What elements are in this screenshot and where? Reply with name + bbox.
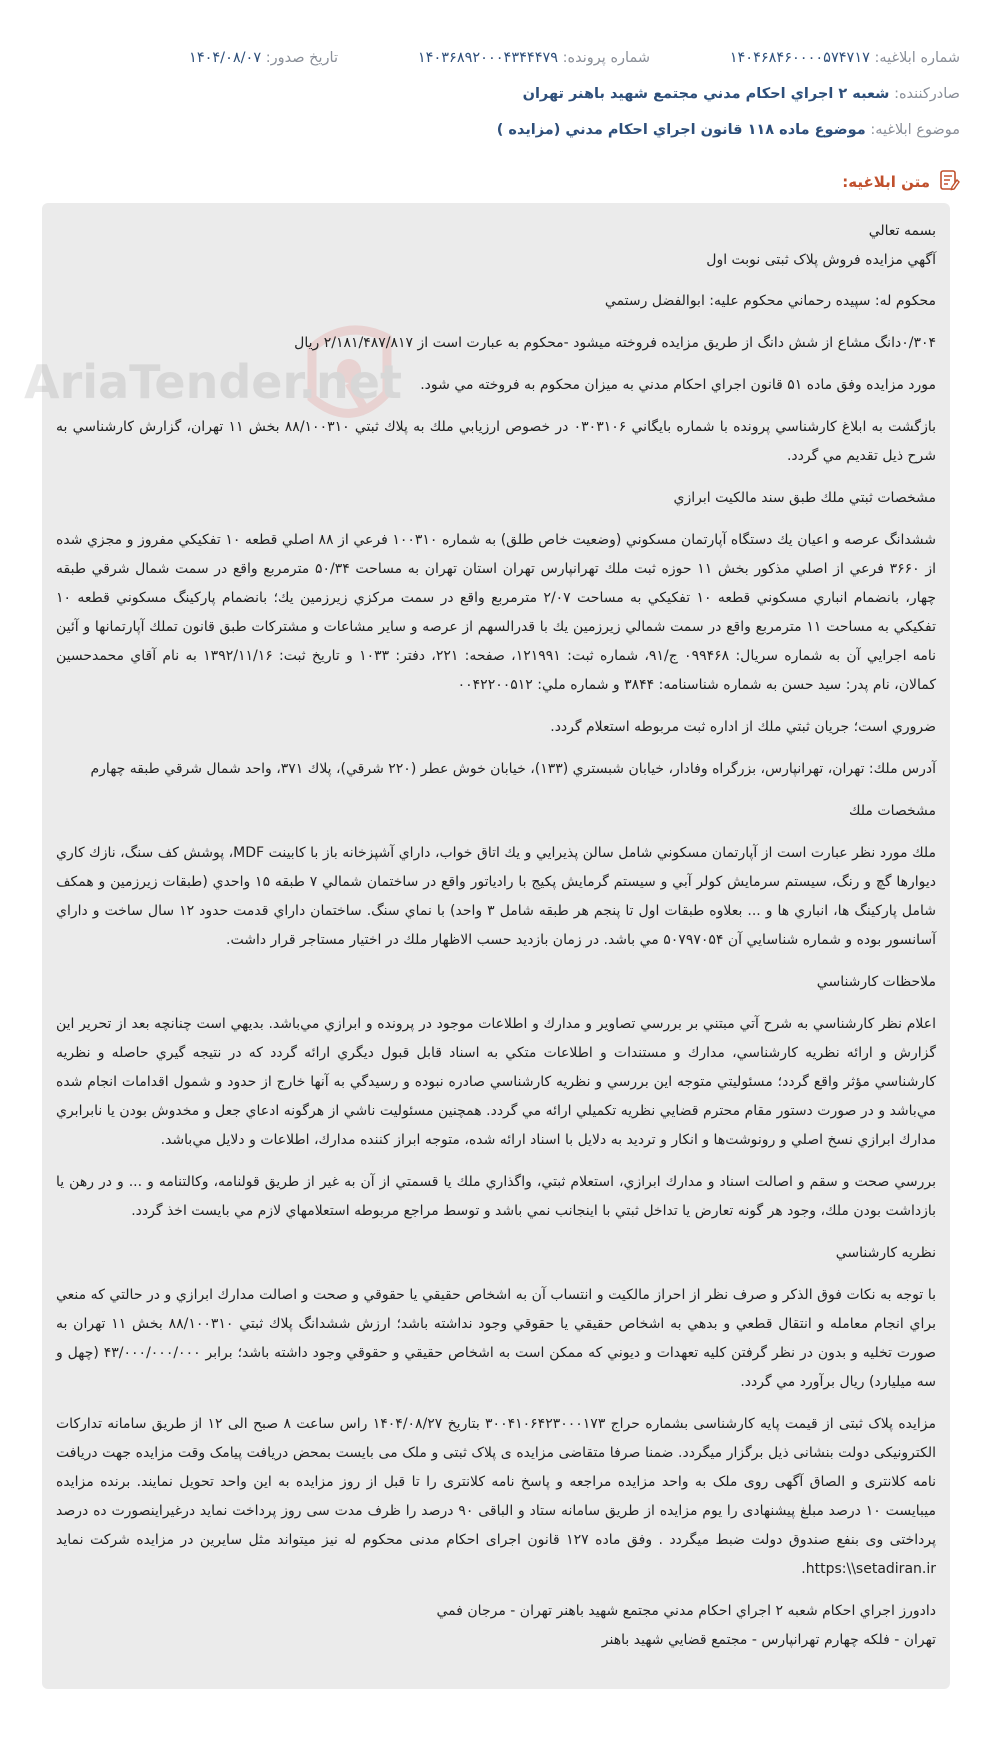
- subject-value: موضوع ماده ۱۱۸ قانون اجراي احكام مدني (مزايده ): [496, 122, 866, 138]
- subject-field: [497, 116, 960, 144]
- paragraph-auction-terms: مزایده پلاک ثبتی از قیمت پایه کارشناسی بشماره حراج ۳۰۰۴۱۰۶۴۲۳۰۰۰۱۷۳ بتاريخ ۱۴۰۴/۰۸/۲۷ راس ساعت ۸ صبح الی ۱۲ از طریق سامانه تدارکات الکترونیکی دولت بنشانی ذیل برگزار میگردد. ضمنا صرفا متقاضی مزایده ی پلاک ثبتی و ملک می بایست بمحض دریافت پیامک وقت مزایده جهت دریافت نامه کلانتری و الصاق آگهی روی ملک به واحد مزایده مراجعه و پاسخ نامه کلانتری را تا قبل از روز مزایده به این واحد تحویل نمایند. برنده مزایده میبایست ۱۰ درصد مبلغ پیشنهادی را یوم مزایده از طریق سامانه ستاد و الباقی ۹۰ درصد را ظرف مدت سی روز پرداخت نماید درغیراینصورت ده درصد پرداختی وی بنفع صندوق دولت ضبط میگردد . وفق ماده ۱۲۷ قانون اجرای احکام مدنی محکوم له نیز میتواند مثل سایرین در مزایده شرکت نماید https:\\setadiran.ir.: [56, 1416, 937, 1577]
- paragraph-article-51: مورد مزايده وفق ماده ۵۱ قانون اجراي احکام مدني به ميزان محکوم به فروخته مي شود.: [420, 377, 936, 393]
- notice-text-heading: [842, 167, 960, 197]
- issue-date-label: تاریخ صدور:: [265, 50, 338, 66]
- issue-date-value: ۱۴۰۴/۰۸/۰۷: [189, 50, 262, 66]
- notice-number-label: شماره ابلاغیه:: [874, 50, 960, 66]
- subject-label: موضوع ابلاغیه:: [870, 122, 960, 138]
- case-number-label: شماره پرونده:: [562, 50, 650, 66]
- paragraph-heading-opinion: نظريه كارشناسي: [835, 1245, 936, 1261]
- paragraph-expert-intro: بازگشت به ابلاغ كارشناسي پرونده با شماره بايگاني ۰۳۰۳۱۰۶ در خصوص ارزيابي ملك به پلاك ثبتي ۸۸/۱۰۰۳۱۰ بخش ۱۱ تهران، گزارش كارشناسي به شرح ذيل تقديم مي گردد.: [56, 419, 936, 464]
- issuer-value: شعبه ۲ اجراي احكام مدني مجتمع شهيد باهنر تهران: [522, 86, 890, 102]
- paragraph-share: ۰/۳۰۴دانگ مشاع از شش دانگ از طريق مزايده فروخته ميشود -محکوم به عبارت است از ۲/۱۸۱/۴۸۷/۸۱۷ ريال: [294, 335, 936, 351]
- paragraph-heading-registry: مشخصات ثبتي ملك طبق سند مالكيت ابرازي: [673, 490, 936, 506]
- paragraph-remarks: اعلام نظر كارشناسي به شرح آتي مبتني بر بررسي تصاوير و مدارك و اطلاعات موجود در پرونده و ابرازي مي‌باشد. بديهي است چنانچه بعد از تحرير اين گزارش و ارائه نظريه كارشناسي، مدارك و مستندات و اطلاعات متكي به اسناد قابل قبول ديگري ارائه گردد كه در نتيجه گيري حاصله و نظريه كارشناسي مؤثر واقع گردد؛ مسئوليتي متوجه اين بررسي و نظريه كارشناسي صادره نبوده و رسيدگي به آنها خارج از حدود و شمول اقدامات انجام شده مي‌باشد و در صورت دستور مقام محترم قضايي نظريه تكميلي ارائه مي گردد. همچنين مسئوليت ناشي از هرگونه ادعاي جعل و مخدوش بودن يا نابرابري مدارك ابرازي نسخ اصلي و رونوشت‌ها و انكار و ترديد به دلايل با اسناد ارائه شده، متوجه ابراز كننده مدارك، اطلاعات و دلايل مي‌باشد.: [56, 1016, 936, 1148]
- watermark-text: AriaTender.net: [24, 355, 402, 409]
- issue-date-field: [189, 44, 338, 72]
- paragraph-heading: بسمه تعالي آگهي مزايده فروش پلاک ثبتی نوبت اول: [706, 223, 936, 268]
- notice-body-box: [24, 203, 950, 1689]
- paragraph-heading-remarks: ملاحظات كارشناسي: [816, 974, 936, 990]
- case-number-field: [418, 44, 650, 72]
- paragraph-address: آدرس ملك: تهران، تهرانپارس، بزرگراه وفادار، خيابان شبستري (۱۳۳)، خيابان خوش عطر (۲۲۰ شرقي)، پلاك ۳۷۱، واحد شمال شرقي طبقه چهارم: [90, 761, 936, 777]
- notice-number-field: [730, 44, 960, 72]
- issuer-field: [523, 80, 960, 108]
- paragraph-registry-inquiry: ضروري است؛ جريان ثبتي ملك از اداره ثبت مربوطه استعلام گردد.: [550, 719, 936, 735]
- meta-row-numbers: [40, 44, 960, 72]
- paragraph-signature: دادورز اجراي احكام شعبه ۲ اجراي احكام مدني مجتمع شهيد باهنر تهران - مرجان فمي تهران - فلكه چهارم تهرانپارس - مجتمع قضايي شهيد باهنر: [436, 1603, 936, 1648]
- paragraph-heading-property: مشخصات ملك: [849, 803, 936, 819]
- paragraph-registry-details: ششدانگ عرصه و اعيان يك دستگاه آپارتمان مسكوني (وضعيت خاص طلق) به شماره ۱۰۰۳۱۰ فرعي از ۸۸ اصلي قطعه ۱۰ تفكيكي مفروز و مجزي شده از ۳۶۶۰ فرعي از اصلي مذكور بخش ۱۱ حوزه ثبت ملك تهرانپارس تهران استان تهران به مساحت ۵۰/۳۴ مترمربع واقع در سمت شمال شرقي طبقه چهار، بانضمام انباري مسكوني قطعه ۱۰ تفكيكي به مساحت ۲/۰۷ مترمربع واقع در سمت مركزي زيرزمين يك؛ بانضمام پاركينگ مسكوني قطعه ۱۰ تفكيكي به مساحت ۱۱ مترمربع واقع در سمت شمالي زيرزمين يك با قدرالسهم از عرصه و ساير مشاعات و مشتركات طبق قانون تملك آپارتمانها و آئين نامه اجرايي آن به شماره سريال: ۰۹۹۴۶۸ ج/۹۱، شماره ثبت: ۱۲۱۹۹۱، صفحه: ۲۲۱، دفتر: ۱۰۳۳ و تاريخ ثبت: ۱۳۹۲/۱۱/۱۶ به نام آقاي محمدحسين كمالان، نام پدر: سيد حسن به شماره شناسنامه: ۳۸۴۴ و شماره ملي: ۰۰۴۲۲۰۰۵۱۲: [56, 532, 937, 693]
- notice-number-value: ۱۴۰۴۶۸۴۶۰۰۰۰۵۷۴۷۱۷: [729, 50, 870, 66]
- paragraph-parties: محکوم له: سپيده رحماني محکوم عليه: ابوالفضل رستمي: [604, 293, 936, 309]
- document-edit-icon: [938, 169, 960, 195]
- meta-row-issuer: [40, 80, 960, 108]
- issuer-label: صادرکننده:: [894, 86, 960, 102]
- notice-text-title: متن ابلاغیه:: [842, 173, 930, 191]
- paragraph-opinion: با توجه به نكات فوق الذكر و صرف نظر از احراز مالكيت و انتساب آن به اشخاص حقيقي يا حقوقي و صحت و اصالت مدارك ابرازي و در حالتي كه منعي براي انجام معامله و انتقال قطعي و بدهي به اشخاص حقيقي يا حقوقي وجود نداشته باشد؛ ارزش ششدانگ پلاك ثبتي ۸۸/۱۰۰۳۱۰ بخش ۱۱ تهران به صورت تخليه و بدون در نظر گرفتن كليه تعهدات و ديوني كه ممكن است به اشخاص حقيقي و حقوقي وجود داشته باشد؛ برابر ۴۳/۰۰۰/۰۰۰/۰۰۰ (چهل و سه ميليارد) ريال برآورد مي گردد.: [56, 1287, 936, 1390]
- paragraph-verification: بررسي صحت و سقم و اصالت اسناد و مدارك ابرازي، استعلام ثبتي، واگذاري ملك يا قسمتي از آن به غير از طريق قولنامه، وكالتنامه و ... و در رهن يا بازداشت بودن ملك، وجود هر گونه تعارض يا تداخل ثبتي با اينجانب نمي باشد و توسط مراجع مربوطه استعلامهاي لازم مي بايست اخذ گردد.: [56, 1174, 936, 1219]
- case-number-value: ۱۴۰۳۶۸۹۲۰۰۰۴۳۴۴۴۷۹: [417, 50, 559, 66]
- notice-content: [56, 217, 936, 1655]
- paragraph-property-details: ملك مورد نظر عبارت است از آپارتمان مسكوني شامل سالن پذيرايي و يك اتاق خواب، داراي آشپزخانه باز با كابينت MDF، پوشش كف سنگ، نازك كاري ديوارها گچ و رنگ، سيستم سرمايش كولر آبي و سيستم گرمايش پكيج با رادياتور واقع در ساختمان شمالي ۷ طبقه ۱۵ واحدي (طبقات زيرزمين و همكف شامل پاركينگ ها، انباري ها و ... بعلاوه طبقات اول تا پنجم هر طبقه شامل ۳ واحد) با نماي سنگ. ساختمان داراي قدمت حدود ۱۲ سال ساخت و داراي آسانسور بوده و شماره شناسايي آن ۵۰۷۹۷۰۵۴ مي باشد. در زمان بازديد حسب الاظهار ملك در اختيار مستاجر قرار داشت.: [56, 845, 937, 948]
- meta-row-subject: [40, 116, 960, 144]
